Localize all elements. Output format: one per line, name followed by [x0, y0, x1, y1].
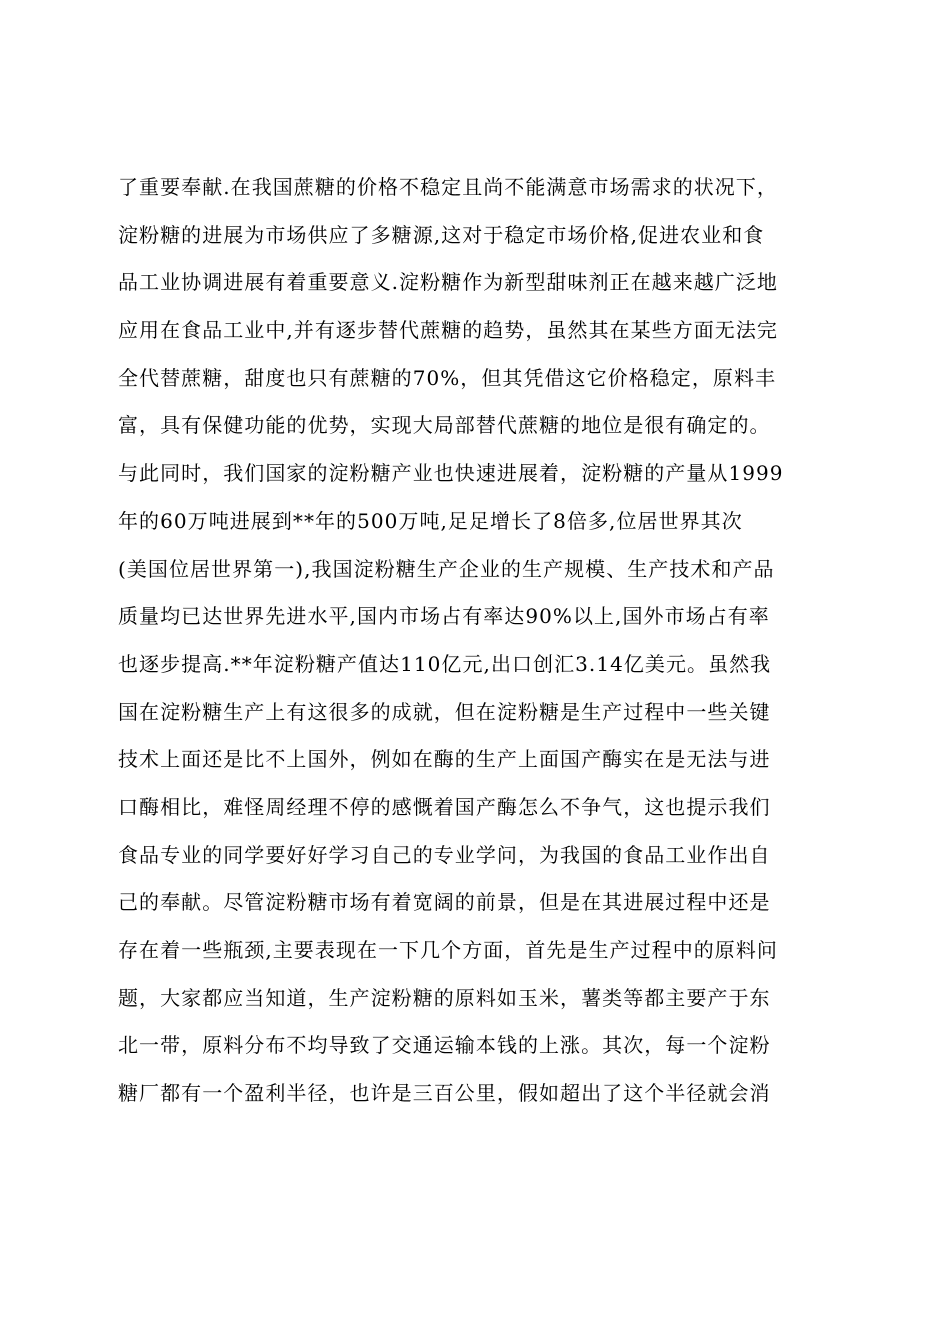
text-line: 食品专业的同学要好好学习自己的专业学问，为我国的食品工业作出自: [118, 842, 771, 867]
text-line: 口酶相比，难怪周经理不停的感慨着国产酶怎么不争气，这也提示我们: [118, 794, 771, 819]
text-line: 也逐步提高.**年淀粉糖产值达110亿元,出口创汇3.14亿美元。虽然我: [118, 651, 772, 676]
text-line: 存在着一些瓶颈,主要表现在一下几个方面，首先是生产过程中的原料问: [118, 938, 778, 962]
text-line: 己的奉献。尽管淀粉糖市场有着宽阔的前景，但是在其进展过程中还是: [118, 890, 771, 915]
text-line: 北一带，原料分布不均导致了交通运输本钱的上涨。其次，每一个淀粉: [118, 1033, 771, 1058]
text-line: 富，具有保健功能的优势，实现大局部替代蔗糖的地位是很有确定的。: [118, 413, 771, 438]
text-line: 技术上面还是比不上国外，例如在酶的生产上面国产酶实在是无法与进: [118, 747, 771, 772]
text-line: 国在淀粉糖生产上有这很多的成就，但在淀粉糖是生产过程中一些关键: [118, 699, 771, 724]
text-line: 淀粉糖的进展为市场供应了多糖源,这对于稳定市场价格,促进农业和食: [118, 222, 765, 247]
text-line: 了重要奉献.在我国蔗糖的价格不稳定且尚不能满意市场需求的状况下，: [118, 175, 778, 199]
body-paragraph: [118, 164, 838, 1118]
text-line: 题，大家都应当知道，生产淀粉糖的原料如玉米，薯类等都主要产于东: [118, 985, 771, 1010]
text-line: (美国位居世界第一),我国淀粉糖生产企业的生产规模、生产技术和产品: [118, 556, 775, 581]
text-line: 全代替蔗糖，甜度也只有蔗糖的70%，但其凭借这它价格稳定，原料丰: [118, 365, 777, 390]
text-line: 与此同时，我们国家的淀粉糖产业也快速进展着，淀粉糖的产量从1999: [118, 461, 784, 486]
text-line: 质量均已达世界先进水平,国内市场占有率达90%以上,国外市场占有率: [118, 604, 770, 629]
text-line: 品工业协调进展有着重要意义.淀粉糖作为新型甜味剂正在越来越广泛地: [118, 270, 778, 295]
text-line: 应用在食品工业中,并有逐步替代蔗糖的趋势，虽然其在某些方面无法完: [118, 318, 778, 343]
text-line: 糖厂都有一个盈利半径，也许是三百公里，假如超出了这个半径就会消: [118, 1081, 771, 1106]
text-line: 年的60万吨进展到**年的500万吨,足足增长了8倍多,位居世界其次: [118, 508, 743, 533]
